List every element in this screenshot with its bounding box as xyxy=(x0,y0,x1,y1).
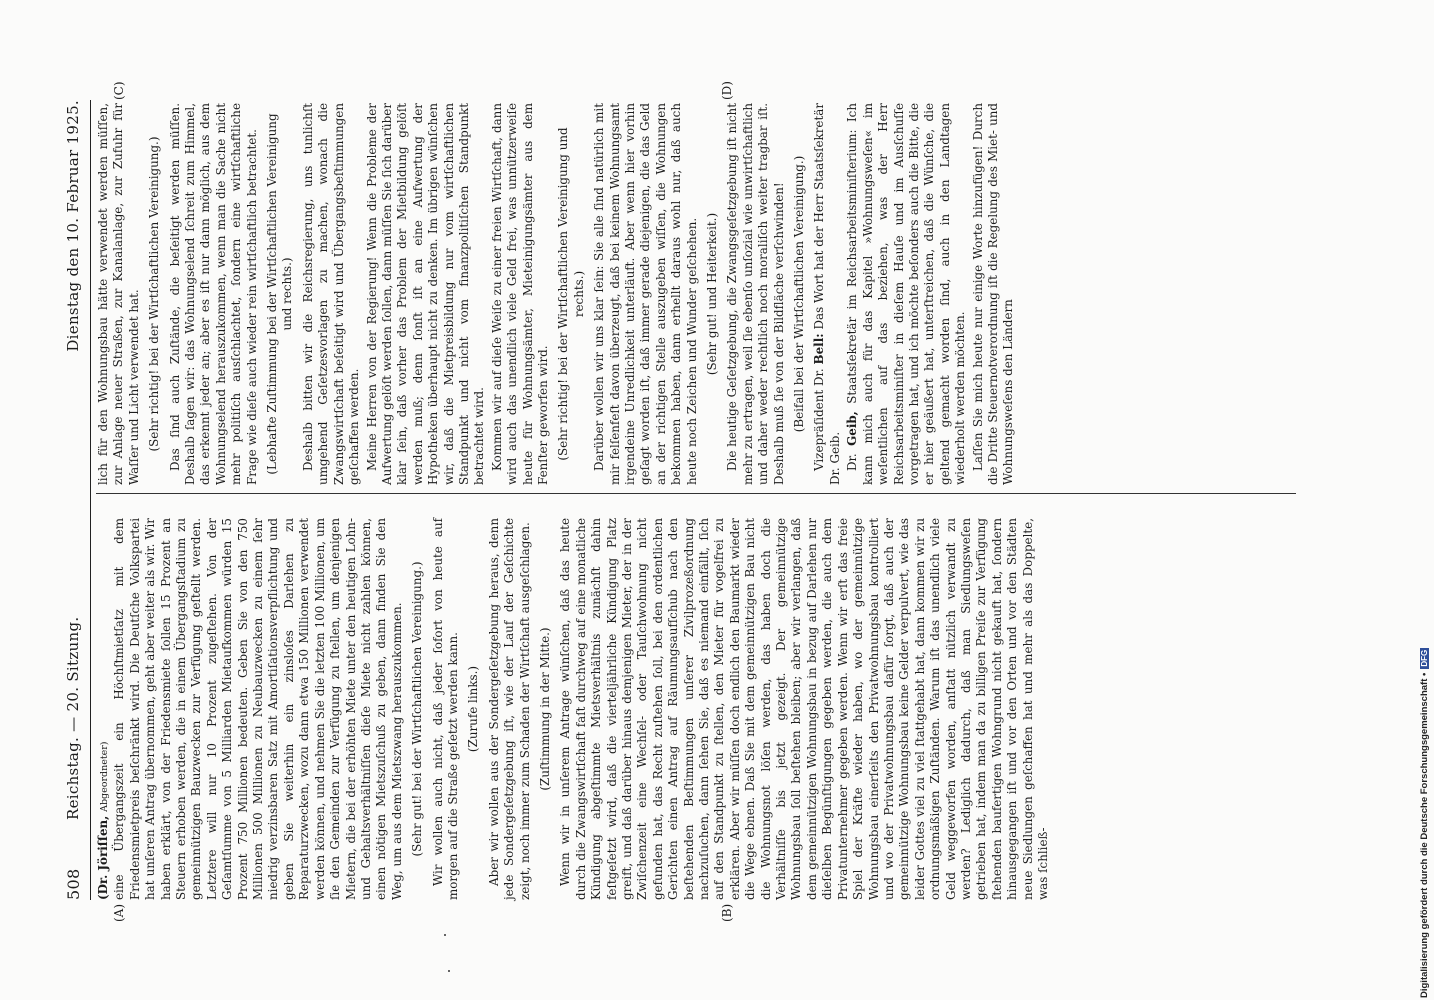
page-header xyxy=(62,100,88,900)
scan-speck xyxy=(448,970,450,972)
session-date: Dienstag den 10. Februar 1925. xyxy=(64,100,82,352)
dfg-logo: DFG xyxy=(1420,649,1429,667)
session-title: Reichstag. — 20. Sitzung. xyxy=(64,616,82,820)
paragraph: Meine Herren von der Regierung! Wenn die Probleme der Aufwertung gelöſt werden ſollen, dann müſſen Sie ſich darüber klar ſein, daß vorher das Problem der Mietbildung gelöſt werden muß; denn ſonſt iſt an eine Aufwertung der Hypotheken überhaupt nicht zu denken. Im übrigen wünſchen wir, daß die Mietpreisbildung nur vom wirtſchaftlichen Standpunkt und nicht vom finanzpolitiſchen Standpunkt betrachtet wird. xyxy=(364,103,487,485)
margin-mark-b: (B) xyxy=(720,903,734,922)
paragraph: Kommen wir auf dieſe Weiſe zu einer freien Wirtſchaft, dann wird auch das unendlich viele Geld frei, was unnützerweiſe heute für Wohnungsämter, Mieteinigungsämter aus dem Fenſter geworfen wird. xyxy=(489,103,550,485)
column-divider xyxy=(96,493,1296,494)
interjection: (Zuſtimmung in der Mitte.) xyxy=(537,627,552,791)
paragraph: Die heutige Geſetzgebung, die Zwangsgeſetzgebung iſt nicht mehr zu ertragen, weil ſie ebenſo unſozial wie unwirtſchaftlich und daher weder rechtlich noch moraliſch weiter tragbar iſt. Deshalb muß ſie von der Bildfläche verſchwinden! xyxy=(725,103,786,485)
interjection: (Sehr richtig! bei der Wirtſchaftlichen Vereinigung und rechts.) xyxy=(556,127,586,461)
interjection: (Beifall bei der Wirtſchaftlichen Vereinigung.) xyxy=(792,155,807,433)
paragraph-text: Das Wort hat der Herr Staatsſekretär Dr. Geib. xyxy=(812,103,842,485)
paragraph xyxy=(96,518,405,900)
scan-speck xyxy=(444,934,446,936)
paragraph-text: Staatsſekretär im Reichsarbeitsminiſterium: Ich kann mich auch für das Kapitel »Wohnungsweſen« im weſentlichen auf das beziehen, was der Herr Reichsarbeitsminiſter in dieſem Hauſe und im Ausſchuſſe vorgetragen hat, und ich möchte beſonders auch die Bitte, die er hier geäußert hat, unterſtreichen, daß die Wünſche, die geltend gemacht worden ſind, auch in den Landtagen wiederholt werden möchten. xyxy=(845,103,968,485)
margin-mark-c: (C) xyxy=(112,81,126,100)
interjection: (Sehr gut! bei der Wirtſchaftlichen Vereinigung.) xyxy=(410,561,425,857)
paragraph: Laſſen Sie mich heute nur einige Worte hinzufügen! Durch die Dritte Steuernotverordnung iſt die Regelung des Miet- und Wohnungsweſens den Ländern xyxy=(970,103,1016,485)
paragraph: Aber wir wollen aus der Sondergeſetzgebung heraus, denn jede Sondergeſetzgebung iſt, wie der Lauf der Geſchichte zeigt, noch immer zum Schaden der Wirtſchaft ausgeſchlagen. xyxy=(486,518,532,900)
paragraph: lich für den Wohnungsbau hätte verwendet werden müſſen, zur Anlage neuer Straßen, zur Kanalanlage, zur Zufuhr für Waſſer und Licht verwendet hat. xyxy=(96,103,141,485)
interjection: (Sehr richtig! bei der Wirtſchaftlichen Vereinigung.) xyxy=(147,136,162,452)
digitization-credit xyxy=(1418,8,1432,998)
paragraph xyxy=(812,103,843,485)
paragraph: Wir wollen auch nicht, daß jeder ſofort von heute auf morgen auf die Straße geſetzt werden kann. xyxy=(430,518,460,900)
speaker-name: (Dr. Jöriſſen, xyxy=(96,815,110,900)
interjection: (Zurufe links.) xyxy=(466,665,481,753)
right-column xyxy=(96,103,1019,485)
paragraph: Wenn wir in unſerem Antrage wünſchen, daß das heute durch die Zwangswirtſchaft faſt durchweg auf eine monatliche Kündigung abgeſtimmte Mietsverhältnis zunächſt dahin feſtgeſetzt wird, daß die vierteljährliche Kündigung Platz greift, und daß darüber hinaus demjenigen Mieter, der in der Zwiſchenzeit eine Wechſel- oder Tauſchwohnung nicht gefunden hat, das Recht zuſtehen ſoll, bei den ordentlichen Gerichten einen Antrag auf Räumungsaufſchub nach den beſtehenden Beſtimmungen unſerer Zivilprozeßordnung nachzuſuchen, dann ſehen Sie, daß es niemand einfällt, ſich auf den Standpunkt zu ſtellen, den Mieter für vogelfrei zu erklären. Aber wir müſſen doch endlich den Baumarkt wieder die Wege ebnen. Daß Sie mit dem gemeinnützigen Bau nicht die Wohnungsnot löſen werden, das haben doch die Verhältniſſe bis jetzt gezeigt. Der gemeinnützige Wohnungsbau ſoll beſtehen bleiben; aber wir verlangen, daß dem gemeinnützigen Wohnungsbau in bezug auf Darlehen nur dieſelben Begünſtigungen gegeben werden, die auch dem Privatunternehmer gegeben werden. Wenn wir erſt das freie Spiel der Kräfte wieder haben, wo der gemeinnützige Wohnungsbau einerſeits den Privatwohnungsbau kontrolliert und wo der Privatwohnungsbau dafür ſorgt, daß auch der gemeinnützige Wohnungsbau keine Gelder verpulvert, wie das leider Gottes viel zu viel ſtattgehabt hat, dann kommen wir zu ordnungsmäßigen Zuſtänden. Warum iſt das unendlich viele Geld weggeworfen worden, anſtatt nützlich verwandt zu werden? Lediglich dadurch, daß man Siedlungsweſen getrieben hat, indem man da zu billigen Preiſe zur Verfügung ſtehenden baufertigen Wohngrund nicht gekauft hat, ſondern hinausgegangen iſt und vor den Orten und vor den Städten neue Siedlungen geſchaffen hat und mehr als das Doppelte, was ſchließ- xyxy=(558,518,1050,900)
paragraph: Das ſind auch Zuſtände, die beſeitigt werden müſſen. Deshalb ſagen wir: das Wohnungselend ſchreit zum Himmel, das erkennt jeder an; aber es iſt nur dann möglich, aus dem Wohnungselend herauszukommen, wenn man die Sache nicht mehr politiſch ausſchlachtet, ſondern eine wirtſchaftliche Frage wie dieſe auch wieder rein wirtſchaftlich betrachtet. xyxy=(167,103,259,485)
interjection: (Sehr gut! und Heiterkeit.) xyxy=(705,212,720,376)
speaker-name: Bell: xyxy=(812,333,827,365)
interjection: (Lebhafte Zuſtimmung bei der Wirtſchaftlichen Vereinigung und rechts.) xyxy=(265,113,295,475)
paragraph-text: eine Übergangszeit ein Höchſtmietſatz mit dem Friedensmietpreis beſchränkt wird. Die Deutſche Volkspartei hat unſeren Antrag übernommen, geht aber weiter als wir. Wir haben erklärt, von der Friedensmiete ſollen 15 Prozent an Steuern erhoben werden, die in einem Übergangsſtadium zu gemeinnützigen Bauzwecken zur Verfügung geſtellt werden. Letztere will nur 10 Prozent zugeſtehen. Von der Geſamtſumme von 5 Milliarden Mietaufkommen würden 15 Prozent 750 Millionen bedeuten. Geben Sie von den 750 Millionen 500 Millionen zu Neubauzwecken zu einem ſehr niedrig verzinsbaren Satz mit Amortiſationsverpflichtung und geben Sie weiterhin ein zinsloſes Darlehen zu Reparaturzwecken, wozu dann etwa 150 Millionen verwendet werden können, und nehmen Sie die letzten 100 Millionen, um ſie den Gemeinden zur Verfügung zu ſtellen, um denjenigen Mietern, die bei der erhöhten Miete unter den heutigen Lohn- und Gehaltsverhältniſſen dieſe Miete nicht zahlen können, einen nötigen Mietszuſchuß zu geben, dann finden Sie den Weg, um aus dem Mietszwang herauszukommen. xyxy=(112,518,404,900)
left-column xyxy=(96,518,1053,900)
page-number: 508 xyxy=(64,868,83,900)
margin-mark-d: (D) xyxy=(720,81,734,100)
speaker-title: Dr. xyxy=(845,453,860,471)
speaker-name: Geib, xyxy=(845,411,860,446)
paragraph: Deshalb bitten wir die Reichsregierung, uns tunlichſt umgehend Geſetzesvorlagen zu machen, wonach die Zwangswirtſchaft beſeitigt wird und Übergangsbeſtimmungen geſchaffen werden. xyxy=(300,103,362,485)
margin-mark-a: (A) xyxy=(112,903,126,922)
paragraph xyxy=(845,103,968,485)
header-rule xyxy=(90,100,91,900)
credit-text: Digitalisierung gefördert durch die Deutsche Forschungsgemeinschaft • xyxy=(1419,672,1430,998)
paragraph: Darüber wollen wir uns klar ſein: Sie alle ſind natürlich mit mir felſenfeſt davon überzeugt, daß bei keinem Wohnungsamt irgendeine Unredlichkeit unterläuft. Aber wenn hier vorhin geſagt worden iſt, daß immer gerade diejenigen, die das Geld an der richtigen Stelle auszugeben wiſſen, die Wohnungen bekommen haben, dann erhellt daraus wohl nur, daß auch heute noch Zeichen und Wunder geſchehen. xyxy=(592,103,699,485)
speaker-role: Abgeordneter) xyxy=(99,741,110,812)
speaker-title: Vizepräſident Dr. xyxy=(812,368,827,471)
